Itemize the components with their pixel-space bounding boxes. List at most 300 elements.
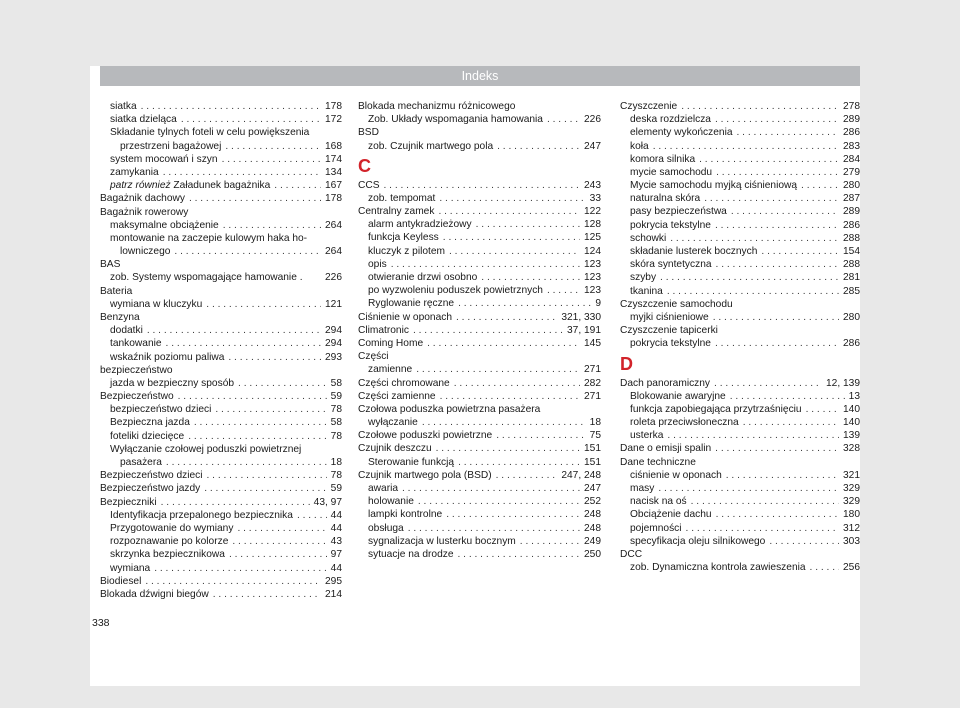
- entry-page[interactable]: 58: [330, 417, 342, 429]
- leader-dots: [496, 469, 558, 482]
- entry-page[interactable]: 122: [584, 206, 601, 218]
- entry-term: naturalna skóra: [630, 193, 701, 205]
- leader-dots: [384, 179, 580, 192]
- entry-term: Biodiesel: [100, 575, 142, 587]
- entry-page[interactable]: 284: [843, 153, 860, 165]
- leader-dots: [704, 192, 839, 205]
- index-entry: [100, 403, 342, 416]
- entry-term: Bezpieczniki: [100, 496, 157, 508]
- leader-dots: [476, 218, 580, 231]
- index-entry: [100, 232, 342, 245]
- leader-dots: [232, 535, 326, 548]
- leader-dots: [418, 495, 580, 508]
- leader-dots: [228, 351, 321, 364]
- entry-page[interactable]: 321, 330: [561, 311, 601, 323]
- entry-page[interactable]: 134: [325, 166, 342, 178]
- leader-dots: [436, 443, 580, 456]
- entry-term: maksymalne obciążenie: [110, 219, 219, 231]
- entry-page[interactable]: 264: [325, 246, 342, 258]
- entry-page[interactable]: 37, 191: [567, 324, 601, 336]
- entry-term: Czyszczenie samochodu: [620, 298, 733, 310]
- index-entry: [100, 548, 342, 561]
- entry-term: siatka: [110, 100, 137, 112]
- index-column-3: [620, 100, 860, 574]
- entry-page[interactable]: 75: [589, 430, 601, 442]
- leader-dots: [213, 588, 321, 601]
- index-entry: [100, 509, 342, 522]
- entry-term: Czołowe poduszki powietrzne: [358, 430, 493, 442]
- index-entry: [620, 232, 860, 245]
- index-entry: [100, 351, 342, 364]
- index-entry: [100, 417, 342, 430]
- entry-page[interactable]: 283: [843, 140, 860, 152]
- index-entry: [358, 403, 601, 416]
- entry-page[interactable]: 249: [584, 535, 601, 547]
- leader-dots: [520, 535, 580, 548]
- entry-term: Ciśnienie w oponach: [358, 311, 453, 323]
- entry-term: Blokada dźwigni biegów: [100, 588, 209, 600]
- entry-page[interactable]: 294: [325, 338, 342, 350]
- entry-term: Bagażnik rowerowy: [100, 206, 189, 218]
- entry-page[interactable]: 9: [595, 298, 601, 310]
- index-entry: [100, 192, 342, 205]
- entry-term: Bezpieczeństwo: [100, 391, 174, 403]
- entry-page[interactable]: 282: [584, 377, 601, 389]
- index-entry: [100, 430, 342, 443]
- entry-term: Bezpieczeństwo dzieci: [100, 470, 203, 482]
- entry-term: DCC: [620, 549, 643, 560]
- leader-dots: [188, 430, 326, 443]
- index-entry: [620, 337, 860, 350]
- entry-page[interactable]: 18: [330, 457, 342, 469]
- entry-page[interactable]: 13: [848, 390, 860, 402]
- entry-page[interactable]: 278: [843, 100, 860, 112]
- entry-page[interactable]: 312: [843, 522, 860, 534]
- leader-dots: [141, 100, 321, 113]
- index-entry: [100, 206, 342, 219]
- entry-term: Centralny zamek: [358, 206, 435, 218]
- entry-term: usterka: [630, 430, 664, 442]
- entry-page[interactable]: 125: [584, 232, 601, 244]
- entry-term: Bezpieczeństwo jazdy: [100, 483, 201, 495]
- index-entry: [100, 364, 342, 377]
- section-letter: D: [620, 353, 633, 374]
- index-entry: [100, 456, 342, 469]
- entry-term: Przygotowanie do wymiany: [110, 522, 234, 534]
- index-entry: [100, 179, 342, 192]
- entry-term: siatka dzieląca: [110, 114, 177, 126]
- entry-page[interactable]: 271: [584, 390, 601, 402]
- entry-page[interactable]: 123: [584, 285, 601, 297]
- entry-term: Czujnik deszczu: [358, 443, 432, 455]
- index-entry: [100, 271, 342, 284]
- leader-dots: [699, 153, 839, 166]
- index-entry: [620, 113, 860, 126]
- entry-page[interactable]: 256: [843, 562, 860, 574]
- index-entry: [358, 284, 601, 297]
- entry-term: rozpoznawanie po kolorze: [110, 536, 229, 548]
- entry-page[interactable]: 286: [843, 219, 860, 231]
- leader-dots: [458, 456, 580, 469]
- leader-dots: [439, 192, 585, 205]
- index-entry: [358, 482, 601, 495]
- entry-term: [110, 179, 270, 192]
- index-entry: [620, 153, 860, 166]
- entry-page[interactable]: 123: [584, 258, 601, 270]
- index-entry: [100, 535, 342, 548]
- entry-term: BAS: [100, 259, 121, 271]
- leader-dots: [161, 496, 310, 509]
- leader-dots: [686, 522, 839, 535]
- entry-page[interactable]: 288: [843, 232, 860, 244]
- entry-page[interactable]: 140: [843, 417, 860, 429]
- entry-page[interactable]: 44: [330, 522, 342, 534]
- index-entry: [358, 140, 601, 153]
- entry-term: Czujnik martwego pola (BSD): [358, 469, 492, 481]
- entry-page[interactable]: 226: [325, 272, 342, 284]
- entry-page[interactable]: 328: [843, 443, 860, 455]
- leader-dots: [730, 390, 845, 403]
- entry-page[interactable]: 178: [325, 193, 342, 205]
- leader-dots: [653, 140, 839, 153]
- leader-dots: [446, 508, 580, 521]
- leader-dots: [297, 509, 327, 522]
- entry-term: Części zamienne: [358, 390, 436, 402]
- entry-term: Dach panoramiczny: [620, 377, 711, 389]
- leader-dots: [716, 508, 839, 521]
- entry-term: Ryglowanie ręczne: [368, 298, 455, 310]
- entry-term: otwieranie drzwi osobno: [368, 272, 478, 284]
- index-entry: [620, 469, 860, 482]
- index-entry: [620, 482, 860, 495]
- entry-term: wymiana: [110, 562, 151, 574]
- entry-page[interactable]: 154: [843, 246, 860, 258]
- entry-page[interactable]: 12, 139: [826, 377, 860, 389]
- index-entry: [358, 363, 601, 376]
- entry-page[interactable]: 303: [843, 535, 860, 547]
- entry-page[interactable]: 167: [325, 180, 342, 192]
- entry-page[interactable]: 293: [325, 351, 342, 363]
- index-entry: [358, 258, 601, 271]
- entry-page[interactable]: 139: [843, 430, 860, 442]
- entry-term: pokrycia tekstylne: [630, 219, 711, 231]
- index-entry: [620, 100, 860, 113]
- index-entry: [620, 390, 860, 403]
- leader-dots: [658, 482, 839, 495]
- index-entry: [620, 285, 860, 298]
- entry-term: Identyfikacja przepalonego bezpiecznika: [110, 509, 293, 521]
- leader-dots: [154, 562, 326, 575]
- entry-page[interactable]: 140: [843, 403, 860, 415]
- index-entry: [358, 100, 601, 113]
- entry-page[interactable]: 43: [330, 536, 342, 548]
- entry-page[interactable]: 321: [843, 469, 860, 481]
- entry-term: bezpieczeństwo: [100, 364, 173, 376]
- header-title: Indeks: [461, 69, 499, 83]
- entry-term: roleta przeciwsłoneczna: [630, 417, 739, 429]
- entry-page[interactable]: 43, 97: [313, 496, 342, 508]
- entry-page[interactable]: 226: [584, 114, 601, 126]
- entry-page[interactable]: 97: [330, 549, 342, 561]
- entry-page[interactable]: 264: [325, 219, 342, 231]
- entry-page[interactable]: 124: [584, 245, 601, 257]
- entry-page[interactable]: 123: [584, 272, 601, 284]
- leader-dots: [454, 377, 580, 390]
- entry-term: Czołowa poduszka powietrzna pasażera: [358, 403, 541, 415]
- entry-page[interactable]: 288: [843, 259, 860, 271]
- index-entry: [358, 113, 601, 126]
- index-entry: [358, 456, 601, 469]
- entry-page[interactable]: 59: [330, 391, 342, 403]
- entry-page[interactable]: 174: [325, 153, 342, 165]
- entry-term: masy: [630, 483, 655, 495]
- entry-page[interactable]: 180: [843, 509, 860, 521]
- entry-page[interactable]: 289: [843, 206, 860, 218]
- entry-term: po wyzwoleniu poduszek powietrznych: [368, 285, 543, 297]
- leader-dots: [716, 166, 839, 179]
- index-entry: [100, 219, 342, 232]
- entry-page[interactable]: 59: [330, 483, 342, 495]
- entry-term: jazda w bezpieczny sposób: [110, 377, 235, 389]
- entry-term: koła: [630, 140, 649, 152]
- leader-dots: [761, 245, 839, 258]
- entry-term: obsługa: [368, 522, 404, 534]
- index-entry: [620, 495, 860, 508]
- entry-page[interactable]: 128: [584, 219, 601, 231]
- entry-page[interactable]: 247: [584, 140, 601, 152]
- entry-term: Climatronic: [358, 324, 409, 336]
- leader-dots: [229, 548, 327, 561]
- entry-page[interactable]: 58: [330, 377, 342, 389]
- index-entry: [100, 126, 342, 139]
- entry-page[interactable]: 280: [843, 311, 860, 323]
- entry-term: Bezpieczna jazda: [110, 417, 190, 429]
- entry-page[interactable]: 248: [584, 522, 601, 534]
- entry-term: komora silnika: [630, 153, 696, 165]
- entry-page[interactable]: 121: [325, 298, 342, 310]
- entry-term: Coming Home: [358, 337, 424, 349]
- entry-term: CCS: [358, 179, 380, 191]
- entry-page[interactable]: 281: [843, 272, 860, 284]
- leader-dots: [225, 140, 321, 153]
- leader-dots: [670, 232, 839, 245]
- entry-page[interactable]: 78: [330, 404, 342, 416]
- entry-page[interactable]: 145: [584, 337, 601, 349]
- leader-dots: [215, 403, 326, 416]
- index-entry: [100, 337, 342, 350]
- leader-dots: [238, 377, 327, 390]
- index-entry: [358, 324, 601, 337]
- entry-page[interactable]: 248: [584, 509, 601, 521]
- index-entry: [620, 245, 860, 258]
- leader-dots: [743, 416, 839, 429]
- entry-term: awaria: [368, 483, 399, 495]
- index-entry: [620, 258, 860, 271]
- index-entry: [620, 206, 860, 219]
- entry-page[interactable]: 172: [325, 114, 342, 126]
- leader-dots: [402, 482, 580, 495]
- entry-term: funkcja Keyless: [368, 232, 439, 244]
- entry-page[interactable]: 18: [589, 417, 601, 429]
- entry-page[interactable]: 294: [325, 325, 342, 337]
- index-entry: [620, 508, 860, 521]
- entry-term: zob. Systemy wspomagające hamowanie .: [110, 272, 303, 284]
- entry-page[interactable]: 247: [584, 483, 601, 495]
- index-entry: [100, 311, 342, 324]
- entry-page[interactable]: 178: [325, 100, 342, 112]
- index-entry: [620, 535, 860, 548]
- entry-page[interactable]: 78: [330, 430, 342, 442]
- entry-term: szyby: [630, 272, 657, 284]
- entry-term: wyłączanie: [368, 417, 418, 429]
- entry-page[interactable]: 151: [584, 443, 601, 455]
- entry-page[interactable]: 287: [843, 193, 860, 205]
- leader-dots: [496, 429, 585, 442]
- entry-term: foteliki dziecięce: [110, 430, 185, 442]
- index-entry: [358, 232, 601, 245]
- leader-dots: [715, 443, 839, 456]
- leader-dots: [667, 285, 839, 298]
- entry-term: elementy wykończenia: [630, 127, 733, 139]
- entry-page[interactable]: 279: [843, 166, 860, 178]
- leader-dots: [166, 337, 321, 350]
- leader-dots: [456, 311, 557, 324]
- entry-page[interactable]: 289: [843, 114, 860, 126]
- entry-page[interactable]: 247, 248: [561, 469, 601, 481]
- entry-page[interactable]: 78: [330, 470, 342, 482]
- index-column-2: [358, 100, 601, 561]
- entry-term: wymiana w kluczyku: [110, 298, 203, 310]
- leader-dots: [408, 522, 580, 535]
- entry-term: pokrycia tekstylne: [630, 338, 711, 350]
- leader-dots: [806, 403, 839, 416]
- index-entry: [100, 482, 342, 495]
- entry-term: dodatki: [110, 325, 143, 337]
- leader-dots: [204, 482, 326, 495]
- leader-dots: [422, 416, 586, 429]
- entry-term: skóra syntetyczna: [630, 259, 712, 271]
- entry-page[interactable]: 280: [843, 180, 860, 192]
- entry-page[interactable]: 286: [843, 127, 860, 139]
- index-entry: [358, 337, 601, 350]
- entry-page[interactable]: 285: [843, 285, 860, 297]
- index-entry: [620, 126, 860, 139]
- index-entry: [100, 258, 342, 271]
- entry-term: lowniczego: [120, 246, 171, 258]
- entry-page[interactable]: 252: [584, 496, 601, 508]
- index-entry: [358, 245, 601, 258]
- index-entry: [100, 522, 342, 535]
- entry-term: kluczyk z pilotem: [368, 245, 445, 257]
- index-entry: [620, 377, 860, 390]
- entry-page[interactable]: 214: [325, 588, 342, 600]
- entry-term: Dane techniczne: [620, 456, 696, 468]
- index-entry: [620, 192, 860, 205]
- leader-dots: [731, 206, 839, 219]
- index-entry: [100, 245, 342, 258]
- entry-page[interactable]: 33: [589, 192, 601, 204]
- index-entry: [358, 218, 601, 231]
- index-entry: [620, 443, 860, 456]
- entry-term: pasażera: [120, 457, 162, 469]
- index-entry: [358, 377, 601, 390]
- entry-page[interactable]: 243: [584, 179, 601, 191]
- leader-dots: [206, 298, 321, 311]
- entry-term: Mycie samochodu myjką ciśnieniową: [630, 180, 798, 192]
- entry-term: funkcja zapobiegająca przytrzaśnięciu: [630, 403, 802, 415]
- index-entry: [358, 416, 601, 429]
- index-entry: [620, 324, 860, 337]
- index-entry: [620, 561, 860, 574]
- index-entry: [620, 522, 860, 535]
- leader-dots: [163, 166, 321, 179]
- entry-term: skrzynka bezpiecznikowa: [110, 549, 225, 561]
- leader-dots: [660, 271, 839, 284]
- entry-page[interactable]: 286: [843, 338, 860, 350]
- index-entry: [620, 179, 860, 192]
- index-entry: [100, 100, 342, 113]
- entry-term: Części chromowane: [358, 377, 450, 389]
- leader-dots: [223, 219, 321, 232]
- entry-page[interactable]: 271: [584, 364, 601, 376]
- index-entry: [100, 443, 342, 456]
- index-entry: [100, 390, 342, 403]
- entry-page[interactable]: 250: [584, 548, 601, 560]
- entry-term: schowki: [630, 232, 667, 244]
- entry-term: nacisk na oś: [630, 496, 687, 508]
- entry-page[interactable]: 168: [325, 140, 342, 152]
- index-column-1: [100, 100, 342, 601]
- entry-page[interactable]: 295: [325, 575, 342, 587]
- entry-term: pojemności: [630, 522, 682, 534]
- leader-dots: [715, 113, 839, 126]
- index-entry: [358, 297, 601, 310]
- entry-page[interactable]: 151: [584, 456, 601, 468]
- entry-term: ciśnienie w oponach: [630, 469, 722, 481]
- entry-term: montowanie na zaczepie kulowym haka ho-: [110, 232, 308, 244]
- index-entry: [358, 390, 601, 403]
- index-entry: [100, 298, 342, 311]
- index-entry: [620, 416, 860, 429]
- leader-dots: [715, 219, 839, 232]
- entry-page[interactable]: 44: [330, 562, 342, 574]
- index-entry: [100, 575, 342, 588]
- entry-term: Benzyna: [100, 312, 140, 323]
- entry-term: alarm antykradzieżowy: [368, 219, 472, 231]
- index-entry: [620, 311, 860, 324]
- leader-dots: [716, 258, 839, 271]
- entry-page[interactable]: 329: [843, 496, 860, 508]
- index-entry: [620, 166, 860, 179]
- leader-dots: [810, 561, 839, 574]
- index-entry: [620, 456, 860, 469]
- index-entry: [620, 403, 860, 416]
- entry-term-rest: Załadunek bagażnika: [170, 180, 271, 192]
- entry-term: Blokowanie awaryjne: [630, 390, 726, 402]
- leader-dots: [769, 535, 839, 548]
- entry-page[interactable]: 44: [330, 509, 342, 521]
- entry-page[interactable]: 329: [843, 483, 860, 495]
- leader-dots: [481, 271, 580, 284]
- leader-dots: [145, 575, 321, 588]
- leader-dots: [737, 126, 840, 139]
- page-number: 338: [92, 617, 110, 629]
- index-entry: [358, 126, 601, 139]
- leader-dots: [726, 469, 839, 482]
- leader-dots: [714, 377, 822, 390]
- entry-term: zob. Dynamiczna kontrola zawieszenia: [630, 562, 806, 574]
- entry-term: przestrzeni bagażowej: [120, 140, 222, 152]
